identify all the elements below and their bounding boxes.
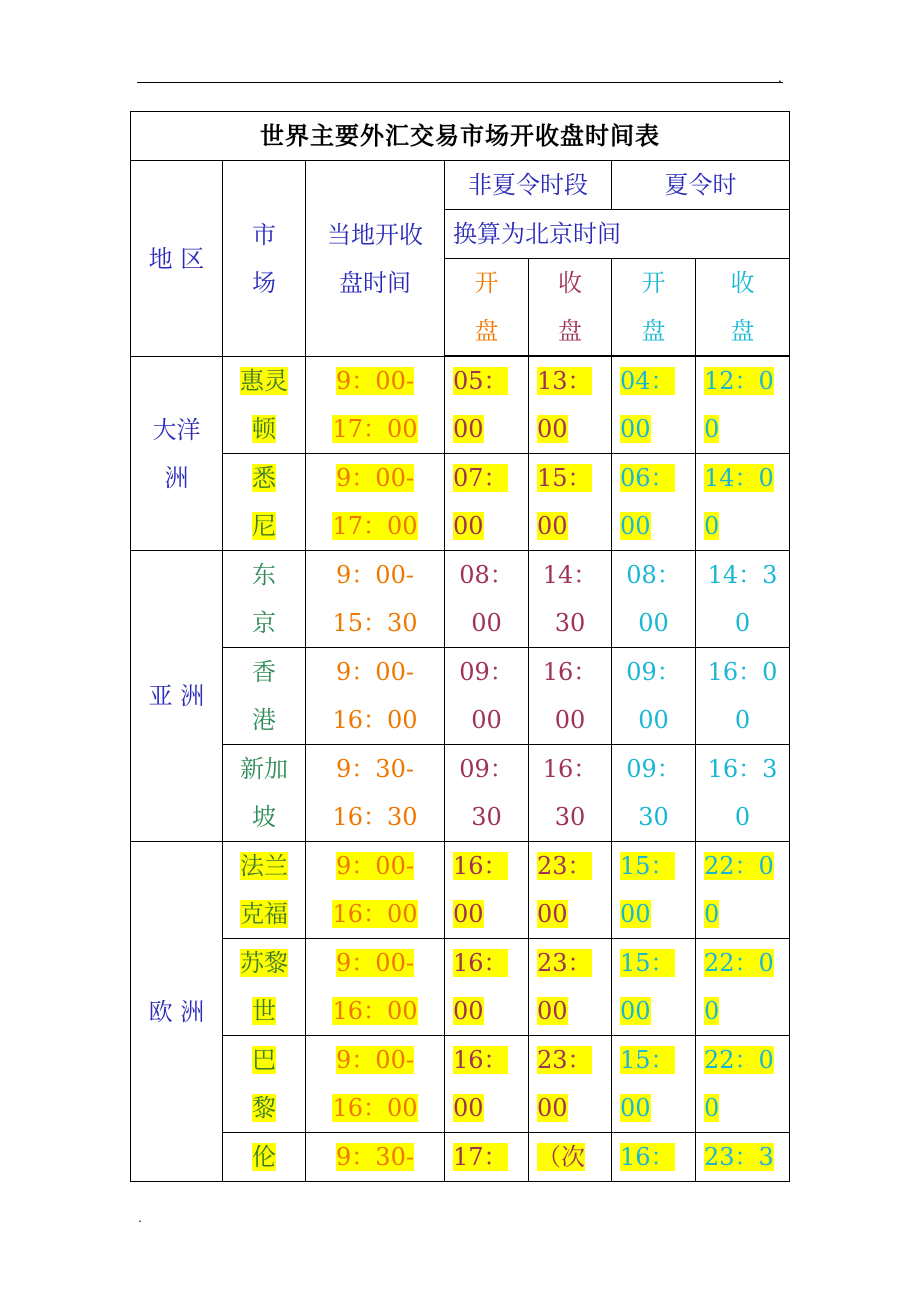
local-time-cell bbox=[306, 648, 445, 745]
ns-close-cell bbox=[529, 1133, 612, 1182]
s-close-cell bbox=[696, 551, 790, 648]
market-name-l1: 香 bbox=[252, 658, 276, 686]
local-time-l1: 9：00- bbox=[336, 1046, 414, 1074]
s-close-l2: 0 bbox=[704, 1094, 720, 1122]
ns-open-l2: 00 bbox=[471, 706, 502, 734]
ns-close-cell bbox=[529, 745, 612, 842]
market-name-l1: 伦 bbox=[252, 1143, 276, 1171]
market-cell bbox=[223, 1036, 306, 1133]
s-close-l2: 0 bbox=[704, 997, 720, 1025]
s-close-l2: 0 bbox=[734, 706, 751, 734]
local-time-l2: 16：00 bbox=[332, 706, 418, 734]
s-open-l1: 04： bbox=[620, 367, 675, 395]
ns-close-l2: 00 bbox=[537, 997, 568, 1025]
market-name-l1: 法兰 bbox=[240, 852, 288, 880]
local-time-l1: 9：00- bbox=[336, 464, 414, 492]
table-title: 世界主要外汇交易市场开收盘时间表 bbox=[131, 112, 790, 161]
ns-close-cell bbox=[529, 454, 612, 551]
local-time-l2: 16：00 bbox=[332, 997, 418, 1025]
market-name-l2: 黎 bbox=[252, 1094, 276, 1122]
market-name-l2: 克福 bbox=[240, 900, 288, 928]
s-close-cell bbox=[696, 357, 790, 454]
local-time-l1: 9：00- bbox=[336, 949, 414, 977]
header-ns-close bbox=[529, 259, 612, 356]
header-local-line2: 盘时间 bbox=[339, 268, 411, 297]
s-open-l1: 09： bbox=[626, 755, 681, 783]
ns-close-cell bbox=[529, 1036, 612, 1133]
s-open-cell bbox=[612, 1133, 696, 1182]
market-name-l1: 苏黎 bbox=[240, 949, 288, 977]
ns-open-cell bbox=[445, 357, 529, 454]
market-name-l1: 新加 bbox=[240, 755, 288, 783]
s-close-cell bbox=[696, 648, 790, 745]
ns-open-l1: 07： bbox=[453, 464, 508, 492]
local-time-l1: 9：00- bbox=[336, 561, 414, 589]
ns-open-cell bbox=[445, 1036, 529, 1133]
market-name-l1: 巴 bbox=[252, 1046, 276, 1074]
local-time-cell bbox=[306, 745, 445, 842]
ns-close-cell bbox=[529, 939, 612, 1036]
s-open-cell bbox=[612, 842, 696, 939]
local-time-l1: 9：30- bbox=[336, 755, 414, 783]
market-name-l2: 港 bbox=[252, 706, 276, 734]
header-summer: 夏令时 bbox=[612, 161, 790, 210]
ns-open-cell bbox=[445, 939, 529, 1036]
ns-open-cell bbox=[445, 454, 529, 551]
header-s-close bbox=[696, 259, 790, 356]
region-oceania-l2: 洲 bbox=[164, 463, 189, 492]
s-open-l2: 30 bbox=[638, 803, 669, 831]
ns-open-l2: 00 bbox=[453, 1094, 484, 1122]
s-open-l1: 15： bbox=[620, 949, 675, 977]
s-open-l2: 00 bbox=[620, 997, 651, 1025]
s-close-l1: 22：0 bbox=[704, 949, 774, 977]
s-close-l1: 22：0 bbox=[704, 1046, 774, 1074]
s-open-l1: 06： bbox=[620, 464, 675, 492]
local-time-cell bbox=[306, 939, 445, 1036]
s-open-cell bbox=[612, 939, 696, 1036]
local-time-l1: 9：00- bbox=[336, 658, 414, 686]
header-ns-open-l2: 盘 bbox=[474, 317, 499, 345]
header-converted: 换算为北京时间 bbox=[445, 210, 790, 259]
local-time-l2: 16：30 bbox=[332, 803, 418, 831]
s-open-l1: 15： bbox=[620, 1046, 675, 1074]
ns-open-l2: 30 bbox=[471, 803, 502, 831]
ns-close-l1: 15： bbox=[537, 464, 592, 492]
local-time-l2: 15：30 bbox=[332, 609, 418, 637]
ns-open-l2: 00 bbox=[453, 415, 484, 443]
ns-close-cell bbox=[529, 648, 612, 745]
s-close-l1: 23：3 bbox=[704, 1143, 774, 1171]
s-open-l2: 00 bbox=[620, 512, 651, 540]
market-cell bbox=[223, 842, 306, 939]
ns-close-l2: 00 bbox=[537, 900, 568, 928]
ns-open-l2: 00 bbox=[453, 512, 484, 540]
market-name-l2: 京 bbox=[252, 609, 276, 637]
ns-close-l1: 23： bbox=[537, 949, 592, 977]
ns-open-l1: 09： bbox=[459, 755, 514, 783]
header-ns-close-l1: 收 bbox=[558, 269, 582, 297]
ns-close-l1: 14： bbox=[542, 561, 598, 589]
ns-open-cell bbox=[445, 745, 529, 842]
ns-close-l2: 30 bbox=[554, 609, 586, 637]
footer-dot: . bbox=[138, 1211, 142, 1225]
s-open-l1: 15： bbox=[620, 852, 675, 880]
region-asia: 亚 洲 bbox=[131, 551, 223, 842]
market-name-l2: 顿 bbox=[252, 415, 276, 443]
header-local-line1: 当地开收 bbox=[327, 220, 423, 249]
ns-open-cell bbox=[445, 648, 529, 745]
local-time-l2: 17：00 bbox=[332, 512, 418, 540]
local-time-l2: 16：00 bbox=[332, 900, 418, 928]
ns-open-l2: 00 bbox=[453, 997, 484, 1025]
header-ns-close-l2: 盘 bbox=[558, 317, 582, 345]
region-oceania-l1: 大洋 bbox=[152, 415, 201, 444]
header-dot: . bbox=[778, 71, 782, 85]
market-name-l1: 东 bbox=[252, 561, 276, 589]
s-close-l1: 16：0 bbox=[707, 658, 778, 686]
ns-open-cell bbox=[445, 1133, 529, 1182]
header-s-open-l1: 开 bbox=[641, 269, 666, 297]
ns-close-l1: 23： bbox=[537, 1046, 592, 1074]
s-close-l2: 0 bbox=[704, 512, 720, 540]
market-name-l2: 尼 bbox=[252, 512, 276, 540]
s-close-l2: 0 bbox=[734, 803, 751, 831]
header-local-time bbox=[306, 161, 445, 357]
market-cell bbox=[223, 648, 306, 745]
local-time-cell bbox=[306, 1036, 445, 1133]
header-market-line1: 市 bbox=[252, 220, 276, 249]
s-close-l1: 14：3 bbox=[707, 561, 778, 589]
ns-open-cell bbox=[445, 551, 529, 648]
ns-close-l2: 00 bbox=[554, 706, 586, 734]
s-open-cell bbox=[612, 745, 696, 842]
s-open-l2: 00 bbox=[638, 609, 669, 637]
header-ns-open-l1: 开 bbox=[474, 269, 499, 297]
header-s-open bbox=[612, 259, 696, 356]
local-time-cell bbox=[306, 1133, 445, 1182]
local-time-cell bbox=[306, 357, 445, 454]
ns-close-l1: 13： bbox=[537, 367, 592, 395]
market-name-l1: 惠灵 bbox=[240, 367, 288, 395]
s-close-cell bbox=[696, 939, 790, 1036]
s-close-l1: 22：0 bbox=[704, 852, 774, 880]
ns-open-l1: 09： bbox=[459, 658, 514, 686]
market-cell bbox=[223, 454, 306, 551]
ns-open-l1: 17： bbox=[453, 1143, 508, 1171]
s-close-cell bbox=[696, 745, 790, 842]
local-time-l2: 17：00 bbox=[332, 415, 418, 443]
ns-close-l1: 23： bbox=[537, 852, 592, 880]
forex-hours-table bbox=[130, 111, 790, 1182]
s-open-cell bbox=[612, 648, 696, 745]
header-region: 地 区 bbox=[131, 161, 223, 357]
ns-close-l2: 00 bbox=[537, 1094, 568, 1122]
s-open-cell bbox=[612, 1036, 696, 1133]
ns-close-l2: 00 bbox=[537, 415, 568, 443]
ns-close-cell bbox=[529, 551, 612, 648]
market-cell bbox=[223, 1133, 306, 1182]
local-time-cell bbox=[306, 842, 445, 939]
header-ns-open bbox=[445, 259, 529, 356]
s-close-l1: 14：0 bbox=[704, 464, 774, 492]
s-open-l2: 00 bbox=[638, 706, 669, 734]
market-name-l1: 悉 bbox=[252, 464, 276, 492]
ns-close-l2: 30 bbox=[554, 803, 586, 831]
s-close-l1: 12：0 bbox=[704, 367, 774, 395]
s-close-l2: 0 bbox=[734, 609, 751, 637]
region-oceania bbox=[131, 357, 223, 551]
market-cell bbox=[223, 745, 306, 842]
header-non-summer: 非夏令时段 bbox=[445, 161, 612, 210]
market-cell bbox=[223, 551, 306, 648]
ns-open-l2: 00 bbox=[471, 609, 502, 637]
market-cell bbox=[223, 357, 306, 454]
ns-close-cell bbox=[529, 357, 612, 454]
ns-open-l1: 16： bbox=[453, 852, 508, 880]
s-close-cell bbox=[696, 454, 790, 551]
ns-close-cell bbox=[529, 842, 612, 939]
local-time-l1: 9：00- bbox=[336, 367, 414, 395]
ns-close-l1: 16： bbox=[542, 658, 598, 686]
s-close-l1: 16：3 bbox=[707, 755, 778, 783]
header-s-open-l2: 盘 bbox=[641, 317, 666, 345]
s-close-l2: 0 bbox=[704, 415, 720, 443]
ns-open-l1: 08： bbox=[459, 561, 514, 589]
local-time-cell bbox=[306, 454, 445, 551]
local-time-cell bbox=[306, 551, 445, 648]
market-name-l2: 坡 bbox=[252, 803, 276, 831]
local-time-l1: 9：00- bbox=[336, 852, 414, 880]
s-open-l2: 00 bbox=[620, 415, 651, 443]
s-open-l2: 00 bbox=[620, 1094, 651, 1122]
ns-close-l1: 16： bbox=[542, 755, 598, 783]
header-market bbox=[223, 161, 306, 357]
ns-close-l2: 00 bbox=[537, 512, 568, 540]
ns-open-l2: 00 bbox=[453, 900, 484, 928]
region-europe: 欧 洲 bbox=[131, 842, 223, 1182]
ns-open-cell bbox=[445, 842, 529, 939]
ns-close-l1: （次 bbox=[537, 1143, 585, 1171]
header-s-close-l2: 盘 bbox=[730, 317, 755, 345]
s-open-l2: 00 bbox=[620, 900, 651, 928]
s-open-l1: 09： bbox=[626, 658, 681, 686]
market-cell bbox=[223, 939, 306, 1036]
s-close-cell bbox=[696, 1133, 790, 1182]
s-close-cell bbox=[696, 842, 790, 939]
s-open-cell bbox=[612, 454, 696, 551]
header-rule bbox=[137, 82, 783, 83]
local-time-l1: 9：30- bbox=[336, 1143, 414, 1171]
ns-open-l1: 16： bbox=[453, 949, 508, 977]
s-open-cell bbox=[612, 551, 696, 648]
s-open-l1: 08： bbox=[626, 561, 681, 589]
ns-open-l1: 05： bbox=[453, 367, 508, 395]
local-time-l2: 16：00 bbox=[332, 1094, 418, 1122]
market-name-l2: 世 bbox=[252, 997, 276, 1025]
s-open-l1: 16： bbox=[620, 1143, 675, 1171]
s-close-l2: 0 bbox=[704, 900, 720, 928]
header-market-line2: 场 bbox=[252, 268, 276, 297]
ns-open-l1: 16： bbox=[453, 1046, 508, 1074]
header-s-close-l1: 收 bbox=[730, 269, 755, 297]
s-open-cell bbox=[612, 357, 696, 454]
s-close-cell bbox=[696, 1036, 790, 1133]
